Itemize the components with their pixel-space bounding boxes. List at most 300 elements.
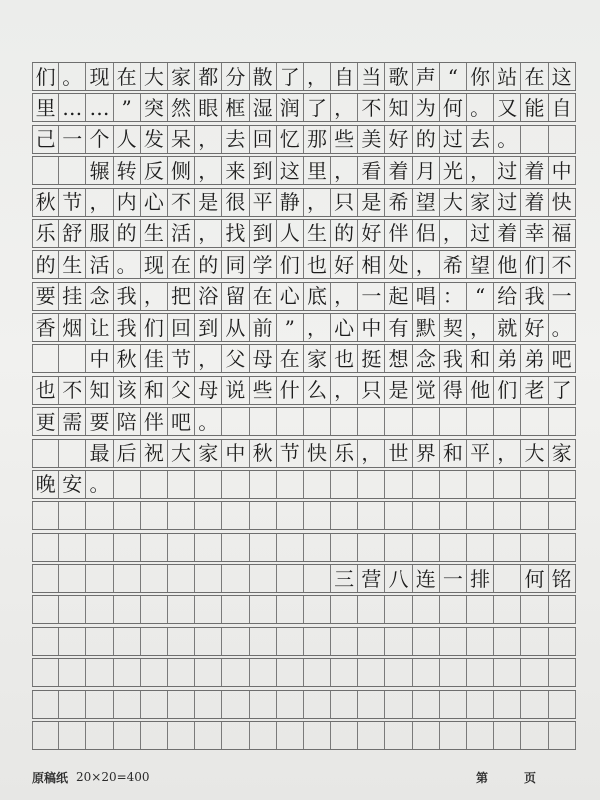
grid-cell: 伴 [141, 408, 168, 435]
grid-row [32, 188, 576, 217]
grid-cell: 八 [385, 565, 412, 592]
grid-cell: 排 [467, 565, 494, 592]
grid-cell [440, 628, 467, 655]
grid-cell [195, 628, 222, 655]
grid-cell: 的 [32, 251, 59, 278]
grid-cell: 们 [494, 377, 521, 404]
grid-cell: 回 [250, 126, 277, 153]
grid-cell [304, 565, 331, 592]
grid-cell: 辗 [86, 157, 113, 184]
grid-cell: 是 [195, 189, 222, 216]
grid-cell: 何 [521, 565, 548, 592]
grid-cell [32, 157, 59, 184]
grid-cell: 中 [222, 440, 249, 467]
grid-row [32, 282, 576, 311]
grid-cell [59, 565, 86, 592]
grid-cell: 好 [331, 251, 358, 278]
grid-cell: 要 [86, 408, 113, 435]
grid-cell: 忆 [277, 126, 304, 153]
grid-cell [385, 471, 412, 498]
grid-cell: 他 [467, 377, 494, 404]
grid-cell: 。 [86, 471, 113, 498]
grid-cell [413, 628, 440, 655]
grid-cell: 也 [331, 345, 358, 372]
grid-cell: ， [195, 126, 222, 153]
grid-cell [494, 408, 521, 435]
grid-cell: 活 [86, 251, 113, 278]
grid-cell [86, 659, 113, 686]
grid-cell: 福 [549, 220, 576, 247]
grid-cell: 老 [521, 377, 548, 404]
grid-cell [277, 659, 304, 686]
grid-cell: 框 [222, 94, 249, 121]
grid-cell [222, 628, 249, 655]
grid-spec: 20×20=400 [76, 770, 150, 784]
grid-cell [59, 628, 86, 655]
grid-cell: 想 [385, 345, 412, 372]
grid-cell [549, 628, 576, 655]
grid-cell: ， [331, 283, 358, 310]
grid-cell [549, 126, 576, 153]
grid-cell [521, 628, 548, 655]
grid-cell [494, 502, 521, 529]
grid-cell [358, 502, 385, 529]
grid-cell [521, 471, 548, 498]
grid-cell [549, 408, 576, 435]
grid-cell: 在 [521, 63, 548, 90]
grid-cell [195, 502, 222, 529]
grid-cell: … [59, 94, 86, 121]
grid-cell [168, 471, 195, 498]
grid-cell [114, 659, 141, 686]
grid-cell [114, 534, 141, 561]
grid-cell: 美 [358, 126, 385, 153]
grid-cell: ， [195, 220, 222, 247]
grid-cell [440, 408, 467, 435]
grid-cell: 知 [86, 377, 113, 404]
grid-cell: 是 [385, 377, 412, 404]
grid-cell [521, 659, 548, 686]
grid-cell [440, 502, 467, 529]
grid-cell: 就 [494, 314, 521, 341]
grid-cell [440, 596, 467, 623]
grid-cell: 知 [385, 94, 412, 121]
grid-cell: ， [467, 157, 494, 184]
grid-row [32, 533, 576, 562]
grid-cell [385, 628, 412, 655]
grid-cell [141, 596, 168, 623]
grid-row [32, 62, 576, 91]
grid-cell: 站 [494, 63, 521, 90]
grid-cell [168, 722, 195, 749]
grid-cell [494, 628, 521, 655]
grid-cell [86, 534, 113, 561]
grid-cell: 的 [114, 220, 141, 247]
grid-row [32, 250, 576, 279]
grid-cell [549, 534, 576, 561]
grid-cell: … [86, 94, 113, 121]
grid-cell [467, 628, 494, 655]
grid-cell [304, 659, 331, 686]
grid-cell [331, 691, 358, 718]
grid-cell: 默 [413, 314, 440, 341]
grid-cell [250, 408, 277, 435]
grid-cell: 歌 [385, 63, 412, 90]
grid-cell: 着 [494, 220, 521, 247]
grid-cell [385, 502, 412, 529]
grid-cell: 家 [168, 63, 195, 90]
grid-cell [59, 659, 86, 686]
grid-cell: ， [195, 345, 222, 372]
grid-cell [413, 534, 440, 561]
grid-cell: 过 [440, 126, 467, 153]
grid-cell: 也 [32, 377, 59, 404]
grid-cell: 我 [114, 283, 141, 310]
grid-cell [141, 534, 168, 561]
grid-row [32, 690, 576, 719]
grid-cell [222, 471, 249, 498]
grid-cell: ， [331, 94, 358, 121]
grid-cell: 有 [385, 314, 412, 341]
grid-cell: 在 [250, 283, 277, 310]
grid-cell [168, 691, 195, 718]
grid-cell: 不 [549, 251, 576, 278]
grid-cell [413, 691, 440, 718]
grid-cell [494, 722, 521, 749]
grid-cell [358, 596, 385, 623]
grid-cell: 家 [304, 345, 331, 372]
grid-cell: ， [141, 283, 168, 310]
grid-cell [222, 408, 249, 435]
grid-cell [549, 691, 576, 718]
grid-cell [86, 565, 113, 592]
grid-cell: 中 [86, 345, 113, 372]
grid-row [32, 344, 576, 373]
grid-cell: 着 [385, 157, 412, 184]
grid-cell: 然 [168, 94, 195, 121]
grid-cell: 们 [277, 251, 304, 278]
grid-row [32, 595, 576, 624]
grid-cell [304, 534, 331, 561]
grid-cell [521, 534, 548, 561]
grid-cell [521, 408, 548, 435]
page-prefix: 第 [475, 770, 488, 785]
grid-cell: 静 [277, 189, 304, 216]
grid-cell: 能 [521, 94, 548, 121]
grid-cell: 家 [549, 440, 576, 467]
grid-cell: 呆 [168, 126, 195, 153]
grid-cell [222, 596, 249, 623]
grid-cell: 祝 [141, 440, 168, 467]
grid-cell [59, 691, 86, 718]
grid-cell [195, 471, 222, 498]
grid-cell: “ [440, 63, 467, 90]
grid-cell: 。 [549, 314, 576, 341]
grid-cell [250, 722, 277, 749]
grid-cell: 去 [222, 126, 249, 153]
grid-cell: 声 [413, 63, 440, 90]
grid-cell [549, 659, 576, 686]
grid-cell: 当 [358, 63, 385, 90]
grid-cell [32, 440, 59, 467]
grid-cell [222, 565, 249, 592]
grid-cell: 活 [168, 220, 195, 247]
grid-cell [59, 722, 86, 749]
grid-cell [467, 408, 494, 435]
grid-cell [277, 596, 304, 623]
grid-cell: 节 [277, 440, 304, 467]
grid-cell [277, 408, 304, 435]
grid-cell: 挂 [59, 283, 86, 310]
grid-cell: 相 [358, 251, 385, 278]
grid-cell [32, 596, 59, 623]
grid-cell: 从 [222, 314, 249, 341]
grid-cell [86, 722, 113, 749]
grid-cell: 晚 [32, 471, 59, 498]
grid-cell: 最 [86, 440, 113, 467]
grid-cell [304, 408, 331, 435]
grid-cell: 都 [195, 63, 222, 90]
grid-cell: 要 [32, 283, 59, 310]
grid-cell: 佳 [141, 345, 168, 372]
grid-cell: ， [304, 189, 331, 216]
grid-cell: 香 [32, 314, 59, 341]
grid-cell [331, 471, 358, 498]
grid-cell [32, 722, 59, 749]
grid-cell: 去 [467, 126, 494, 153]
grid-cell [32, 345, 59, 372]
grid-cell: ， [304, 63, 331, 90]
grid-cell: 散 [250, 63, 277, 90]
grid-cell [277, 691, 304, 718]
grid-cell [440, 471, 467, 498]
grid-cell: 希 [385, 189, 412, 216]
grid-cell [494, 659, 521, 686]
grid-cell: ， [467, 314, 494, 341]
grid-cell: 起 [385, 283, 412, 310]
grid-cell [86, 691, 113, 718]
grid-cell: 留 [222, 283, 249, 310]
grid-cell: ， [358, 440, 385, 467]
grid-cell [385, 722, 412, 749]
grid-cell: 一 [59, 126, 86, 153]
grid-cell [32, 691, 59, 718]
grid-cell: 转 [114, 157, 141, 184]
grid-cell: 又 [494, 94, 521, 121]
grid-cell [222, 659, 249, 686]
grid-cell: 一 [440, 565, 467, 592]
grid-cell: 眼 [195, 94, 222, 121]
grid-cell [59, 502, 86, 529]
grid-cell [331, 722, 358, 749]
paper-label: 原稿纸 [32, 770, 69, 785]
grid-cell [304, 471, 331, 498]
grid-cell: 烟 [59, 314, 86, 341]
grid-cell: 母 [195, 377, 222, 404]
grid-cell [250, 628, 277, 655]
grid-cell: 个 [86, 126, 113, 153]
grid-cell: 这 [277, 157, 304, 184]
grid-cell [195, 596, 222, 623]
grid-row [32, 439, 576, 468]
grid-cell [114, 471, 141, 498]
grid-cell: 何 [440, 94, 467, 121]
grid-cell: 连 [413, 565, 440, 592]
grid-cell [494, 565, 521, 592]
grid-cell [277, 722, 304, 749]
grid-cell [168, 502, 195, 529]
grid-cell [521, 126, 548, 153]
grid-cell: 快 [304, 440, 331, 467]
grid-cell [358, 471, 385, 498]
grid-cell: 大 [141, 63, 168, 90]
grid-cell: ” [114, 94, 141, 121]
grid-cell: 让 [86, 314, 113, 341]
grid-cell [168, 534, 195, 561]
grid-cell: 吧 [549, 345, 576, 372]
grid-cell: 的 [195, 251, 222, 278]
grid-cell: 来 [222, 157, 249, 184]
grid-cell [467, 722, 494, 749]
grid-cell: 侣 [413, 220, 440, 247]
grid-cell: 望 [467, 251, 494, 278]
grid-cell [331, 659, 358, 686]
grid-cell: 分 [222, 63, 249, 90]
grid-cell [304, 502, 331, 529]
grid-cell [32, 659, 59, 686]
grid-cell: 。 [195, 408, 222, 435]
grid-cell [59, 596, 86, 623]
grid-cell: 弟 [494, 345, 521, 372]
grid-cell [250, 691, 277, 718]
grid-cell: 念 [86, 283, 113, 310]
grid-row [32, 219, 576, 248]
grid-cell: 着 [521, 157, 548, 184]
grid-cell: 找 [222, 220, 249, 247]
grid-cell: 。 [494, 126, 521, 153]
grid-cell: 也 [304, 251, 331, 278]
grid-cell: 家 [467, 189, 494, 216]
grid-cell [467, 471, 494, 498]
grid-cell: 唱 [413, 283, 440, 310]
grid-cell: 觉 [413, 377, 440, 404]
grid-row [32, 313, 576, 342]
grid-cell: 这 [549, 63, 576, 90]
grid-cell [168, 565, 195, 592]
grid-cell: 需 [59, 408, 86, 435]
grid-cell [195, 722, 222, 749]
grid-cell [413, 502, 440, 529]
grid-cell: 光 [440, 157, 467, 184]
grid-cell: 我 [440, 345, 467, 372]
grid-cell [32, 565, 59, 592]
grid-cell [141, 628, 168, 655]
grid-cell [304, 722, 331, 749]
grid-cell: 在 [114, 63, 141, 90]
grid-cell [304, 628, 331, 655]
grid-cell: 世 [385, 440, 412, 467]
grid-cell [86, 628, 113, 655]
page-number [476, 769, 536, 786]
grid-cell [277, 628, 304, 655]
grid-cell: 不 [59, 377, 86, 404]
grid-cell [467, 502, 494, 529]
grid-cell [59, 534, 86, 561]
grid-cell [385, 534, 412, 561]
grid-row [32, 564, 576, 593]
grid-cell: 处 [385, 251, 412, 278]
grid-cell: 该 [114, 377, 141, 404]
grid-cell: 突 [141, 94, 168, 121]
grid-cell [331, 596, 358, 623]
grid-cell [385, 596, 412, 623]
grid-cell: 中 [549, 157, 576, 184]
grid-cell: 快 [549, 189, 576, 216]
grid-cell: 。 [114, 251, 141, 278]
grid-cell: 人 [114, 126, 141, 153]
grid-cell: 乐 [32, 220, 59, 247]
grid-cell: ， [331, 377, 358, 404]
grid-cell [250, 565, 277, 592]
grid-cell [494, 596, 521, 623]
grid-cell: 说 [222, 377, 249, 404]
grid-cell [86, 502, 113, 529]
grid-cell: 大 [440, 189, 467, 216]
grid-cell [467, 659, 494, 686]
grid-cell [385, 408, 412, 435]
grid-cell: 好 [521, 314, 548, 341]
grid-cell: 着 [521, 189, 548, 216]
grid-cell: 底 [304, 283, 331, 310]
page-suffix: 页 [523, 770, 536, 785]
grid-cell [549, 502, 576, 529]
grid-cell [195, 565, 222, 592]
grid-cell: 湿 [250, 94, 277, 121]
grid-cell: 望 [413, 189, 440, 216]
grid-cell: 秋 [32, 189, 59, 216]
paper-spec [32, 769, 150, 786]
grid-cell: 服 [86, 220, 113, 247]
grid-cell [86, 596, 113, 623]
grid-cell: 吧 [168, 408, 195, 435]
grid-cell: 希 [440, 251, 467, 278]
grid-cell [222, 722, 249, 749]
manuscript-grid [32, 62, 576, 750]
grid-cell [114, 691, 141, 718]
grid-cell [358, 628, 385, 655]
grid-cell: 挺 [358, 345, 385, 372]
grid-cell [114, 722, 141, 749]
grid-cell: 。 [467, 94, 494, 121]
grid-cell: 节 [59, 189, 86, 216]
grid-cell [413, 722, 440, 749]
grid-cell [141, 471, 168, 498]
grid-cell: 他 [494, 251, 521, 278]
grid-cell: 自 [549, 94, 576, 121]
grid-cell: 们 [32, 63, 59, 90]
grid-cell: 更 [32, 408, 59, 435]
grid-cell [114, 628, 141, 655]
grid-row [32, 407, 576, 436]
grid-cell [304, 596, 331, 623]
grid-cell [440, 722, 467, 749]
grid-cell: 大 [521, 440, 548, 467]
grid-cell: ， [304, 314, 331, 341]
grid-cell [59, 157, 86, 184]
grid-cell: 过 [494, 157, 521, 184]
grid-cell: 同 [222, 251, 249, 278]
grid-cell: 月 [413, 157, 440, 184]
